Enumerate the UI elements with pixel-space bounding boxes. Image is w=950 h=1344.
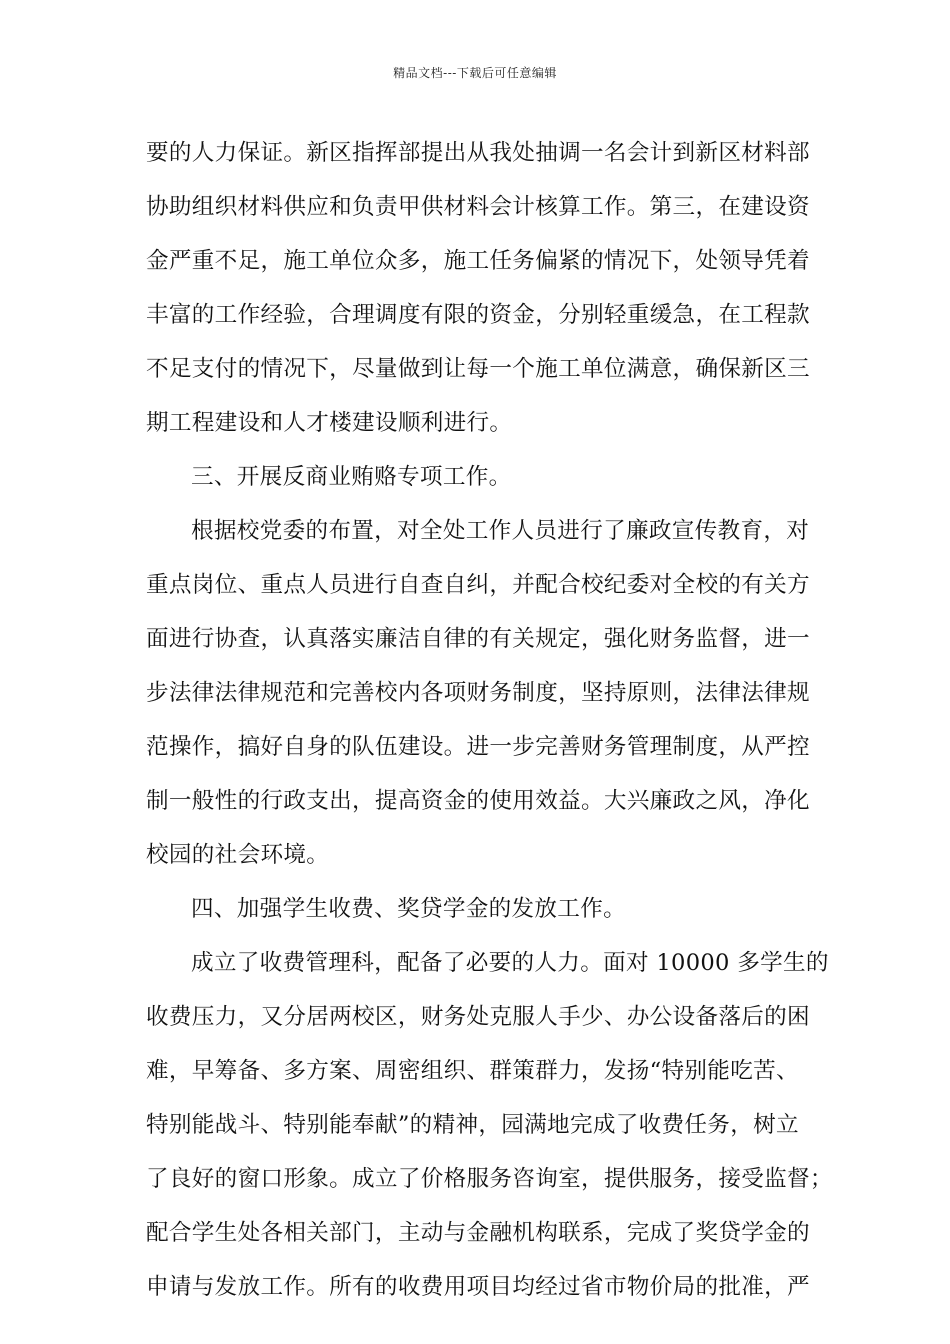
body-line: 不足支付的情况下，尽量做到让每一个施工单位满意，确保新区三 xyxy=(146,356,810,382)
body-line: 制一般性的行政支出，提高资金的使用效益。大兴廉政之风，净化 xyxy=(146,788,810,814)
document-body xyxy=(146,126,833,1314)
body-line: 配合学生处各相关部门，主动与金融机构联系，完成了奖贷学金的 xyxy=(146,1220,810,1246)
body-line: 申请与发放工作。所有的收费用项目均经过省市物价局的批准，严 xyxy=(146,1274,810,1300)
body-line: 期工程建设和人才楼建设顺利进行。 xyxy=(146,410,513,436)
body-line: 面进行协查，认真落实廉洁自律的有关规定，强化财务监督，进一 xyxy=(146,626,810,652)
body-line: 了良好的窗口形象。成立了价格服务咨询室，提供服务，接受监督； xyxy=(146,1166,833,1192)
page-header: 精品文档---下载后可任意编辑 xyxy=(393,66,557,80)
body-line: 收费压力，又分居两校区，财务处克服人手少、办公设备落后的困 xyxy=(146,1004,810,1030)
body-line: 校园的社会环境。 xyxy=(146,842,330,868)
body-line: 步法律法律规范和完善校内各项财务制度，坚持原则，法律法律规 xyxy=(146,680,810,706)
body-line: 范操作，搞好自身的队伍建设。进一步完善财务管理制度，从严控 xyxy=(146,734,810,760)
section-heading: 三、开展反商业贿赂专项工作。 xyxy=(191,464,512,490)
body-line: 丰富的工作经验，合理调度有限的资金，分别轻重缓急，在工程款 xyxy=(146,302,810,328)
body-line: 协助组织材料供应和负责甲供材料会计核算工作。第三，在建设资 xyxy=(146,194,810,220)
body-line: 金严重不足，施工单位众多，施工任务偏紧的情况下，处领导凭着 xyxy=(146,248,810,274)
body-line: 特别能战斗、特别能奉献”的精神，园满地完成了收费任务，树立 xyxy=(146,1112,799,1138)
section-heading: 四、加强学生收费、奖贷学金的发放工作。 xyxy=(191,896,626,922)
body-line: 要的人力保证。新区指挥部提出从我处抽调一名会计到新区材料部 xyxy=(146,140,810,166)
body-line: 成立了收费管理科，配备了必要的人力。面对 10000 多学生的 xyxy=(191,950,829,976)
body-line: 难，早筹备、多方案、周密组织、群策群力，发扬“特别能吃苦、 xyxy=(146,1058,799,1084)
body-line: 根据校党委的布置，对全处工作人员进行了廉政宣传教育，对 xyxy=(191,518,810,544)
body-line: 重点岗位、重点人员进行自查自纠，并配合校纪委对全校的有关方 xyxy=(146,572,810,598)
